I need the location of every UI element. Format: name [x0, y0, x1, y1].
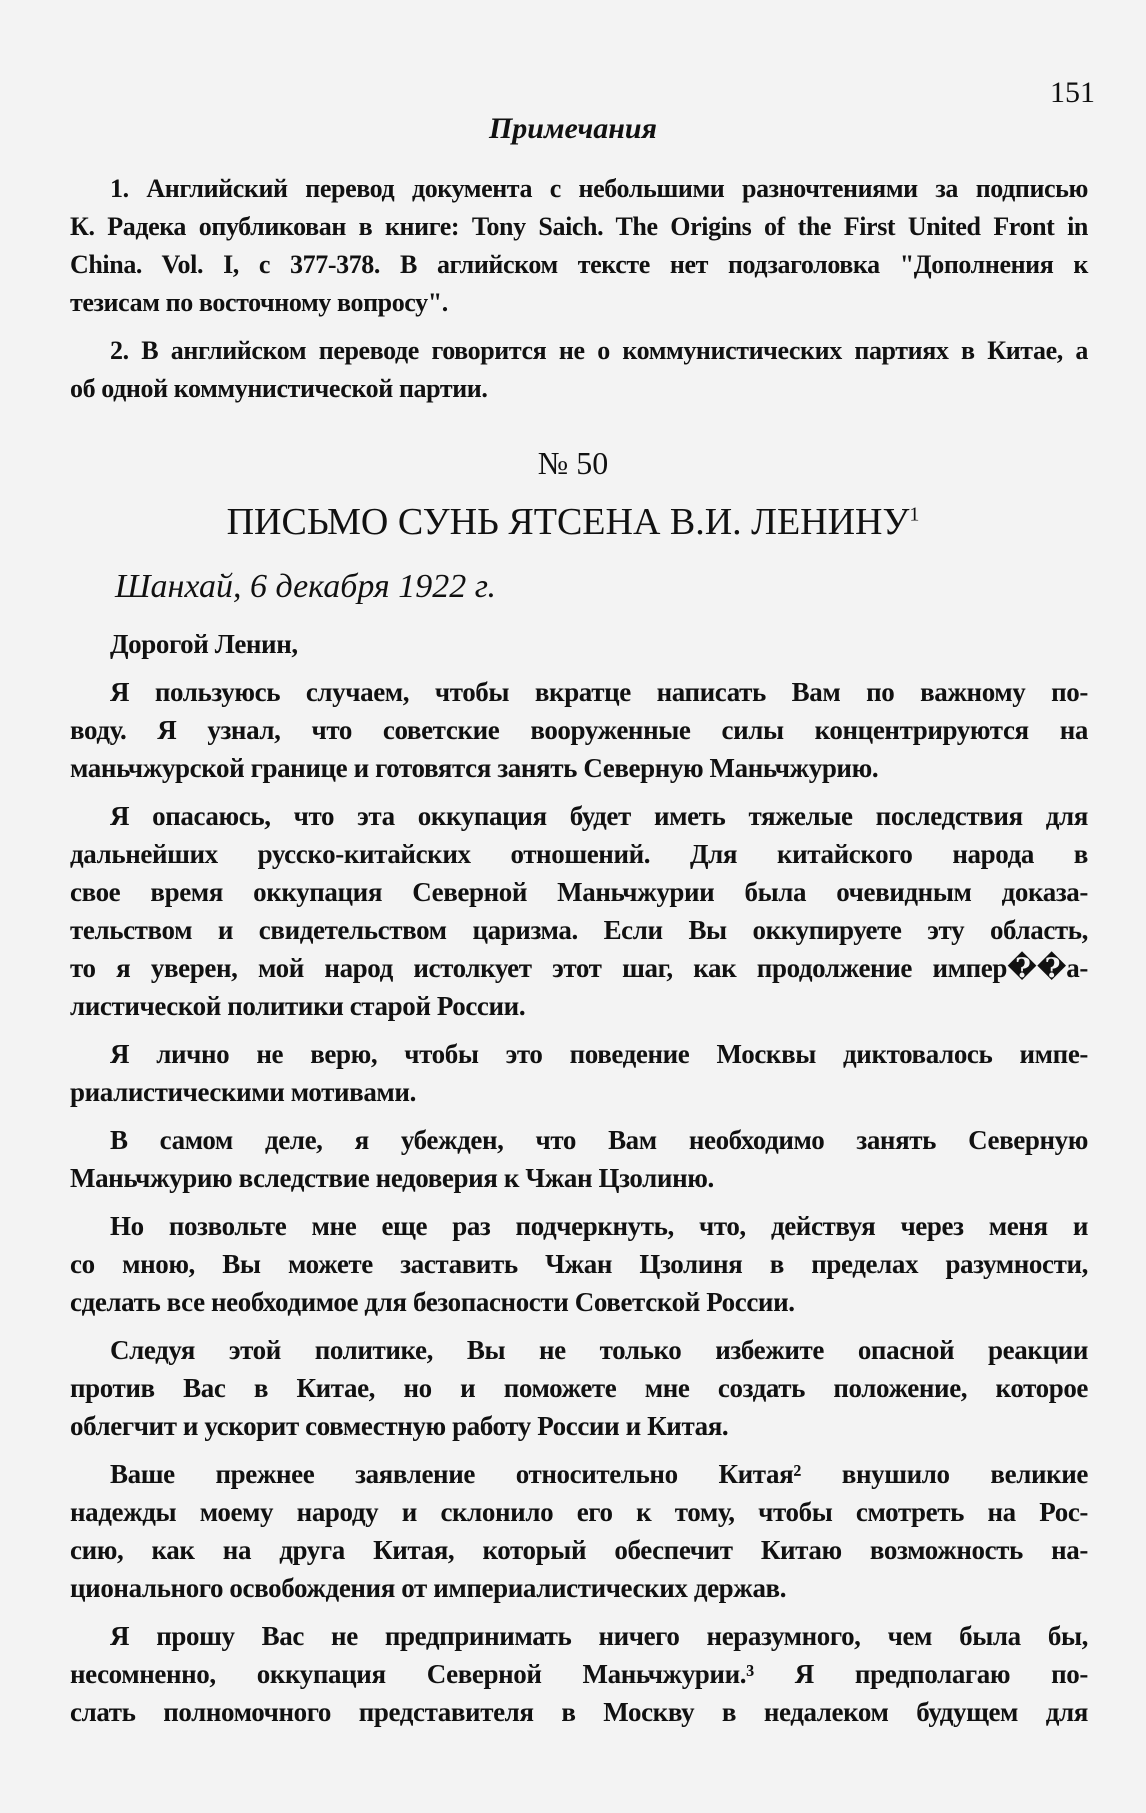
document-date: Шанхай, 6 декабря 1922 г.	[115, 568, 497, 605]
paragraph	[70, 797, 1088, 1025]
text-line: В самом деле, я убежден, что Вам необходимо занять Северную	[110, 1125, 1088, 1155]
text-line: дальнейших русско-китайских отношений. Для китайского народа в	[70, 839, 1088, 869]
text-line: сию, как на друга Китая, который обеспечит Китаю возможность на-	[70, 1535, 1088, 1565]
letter-body	[70, 625, 1088, 1741]
paragraph	[70, 1035, 1088, 1111]
text-line: 1. Английский перевод документа с небольшими разночтениями за подписью	[110, 174, 1088, 203]
text-line: Я пользуюсь случаем, чтобы вкратце написать Вам по важному по-	[110, 677, 1088, 707]
paragraph	[70, 1121, 1088, 1197]
text-line: тезисам по восточному вопросу".	[70, 288, 448, 317]
paragraph	[70, 1617, 1088, 1731]
text-line: об одной коммунистической партии.	[70, 374, 488, 403]
document-number: № 50	[537, 445, 609, 481]
paragraph	[70, 332, 1088, 408]
paragraph	[70, 625, 1088, 663]
notes-heading: Примечания	[488, 112, 658, 145]
text-line: несомненно, оккупация Северной Маньчжурии.³ Я предполагаю по-	[70, 1659, 1088, 1689]
text-line: то я уверен, мой народ истолкует этот шаг, как продолжение импер��а-	[70, 953, 1088, 983]
text-line: Дорогой Ленин,	[110, 629, 298, 659]
text-line: тельством и свидетельством царизма. Если Вы оккупируете эту область,	[70, 915, 1088, 945]
text-line: риалистическими мотивами.	[70, 1077, 416, 1107]
text-line: Маньчжурию вследствие недоверия к Чжан Цзолиню.	[70, 1163, 714, 1193]
text-line: свое время оккупация Северной Маньчжурии была очевидным доказа-	[70, 877, 1088, 907]
text-line: облегчит и ускорит совместную работу России и Китая.	[70, 1411, 729, 1441]
text-line: Я прошу Вас не предпринимать ничего неразумного, чем была бы,	[110, 1621, 1088, 1651]
text-line: China. Vol. I, с 377-378. В аглийском тексте нет подзаголовка "Дополнения к	[70, 250, 1088, 279]
text-line: маньчжурской границе и готовятся занять Северную Маньчжурию.	[70, 753, 879, 783]
page-number: 151	[1050, 76, 1095, 109]
text-line: воду. Я узнал, что советские вооруженные силы концентрируются на	[70, 715, 1088, 745]
text-line: со мною, Вы можете заставить Чжан Цзолиня в пределах разумности,	[70, 1249, 1088, 1279]
text-line: листической политики старой России.	[70, 991, 526, 1021]
paragraph	[70, 1331, 1088, 1445]
text-line: Ваше прежнее заявление относительно Китая² внушило великие	[110, 1459, 1088, 1489]
footnote-ref: 1	[909, 503, 920, 526]
paragraph	[70, 1455, 1088, 1607]
text-line: Следуя этой политике, Вы не только избежите опасной реакции	[110, 1335, 1088, 1365]
text-line: К. Радека опубликован в книге: Tony Saich. The Origins of the First United Front in	[70, 212, 1088, 241]
document-title	[0, 500, 1146, 544]
text-line: ционального освобождения от империалистических держав.	[70, 1573, 787, 1603]
notes-section	[70, 170, 1088, 418]
text-line: против Вас в Китае, но и поможете мне создать положение, которое	[70, 1373, 1088, 1403]
text-line: слать полномочного представителя в Москву в недалеком будущем для	[70, 1697, 1088, 1727]
text-line: Я опасаюсь, что эта оккупация будет иметь тяжелые последствия для	[110, 801, 1088, 831]
text-line: 2. В английском переводе говорится не о коммунистических партиях в Китае, а	[110, 336, 1088, 365]
paragraph	[70, 170, 1088, 322]
text-line: сделать все необходимое для безопасности Советской России.	[70, 1287, 795, 1317]
paragraph	[70, 673, 1088, 787]
paragraph	[70, 1207, 1088, 1321]
text-line: Но позвольте мне еще раз подчеркнуть, что, действуя через меня и	[110, 1211, 1088, 1241]
text-line: Я лично не верю, чтобы это поведение Москвы диктовалось импе-	[110, 1039, 1088, 1069]
document-title-text: ПИСЬМО СУНЬ ЯТСЕНА В.И. ЛЕНИНУ	[226, 501, 910, 543]
text-line: надежды моему народу и склонило его к тому, чтобы смотреть на Рос-	[70, 1497, 1088, 1527]
